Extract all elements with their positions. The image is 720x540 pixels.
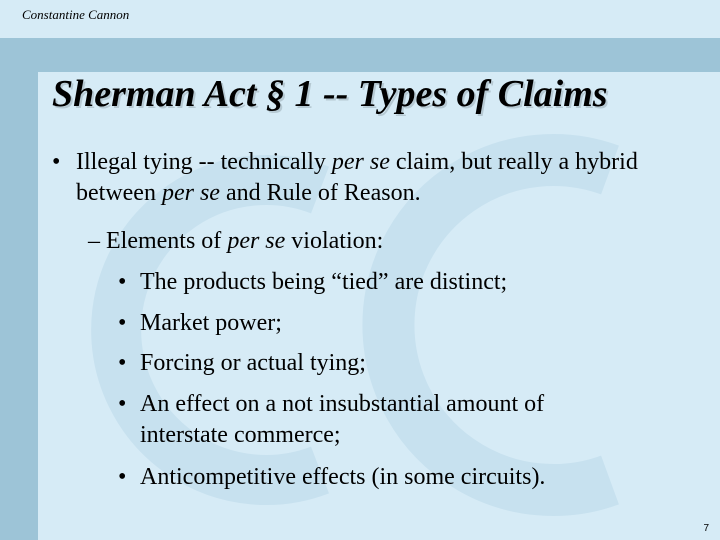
element-item: • An effect on a not insubstantial amount of interstate commerce; <box>118 391 545 448</box>
sub-bullet-elements: – Elements of per se violation: <box>88 228 384 254</box>
bullet-icon: • <box>118 269 127 295</box>
bullet-illegal-tying <box>52 147 712 209</box>
left-margin-band <box>0 38 38 540</box>
bullet-icon: • <box>118 310 127 336</box>
slide-title: Sherman Act § 1 -- Types of Claims <box>52 73 608 115</box>
bullet-text: Illegal tying -- technically per se claim, but really a hybrid between per se and Rule of Reason. <box>76 149 638 206</box>
bullet-icon: • <box>118 464 127 490</box>
element-item: • Forcing or actual tying; <box>118 348 678 379</box>
page-number: 7 <box>703 523 709 534</box>
bullet-icon: • <box>52 149 61 175</box>
bullet-icon: • <box>118 350 127 376</box>
element-item: • Anticompetitive effects (in some circuits). <box>118 462 678 493</box>
brand-logo-text: Constantine Cannon <box>22 7 130 22</box>
title-band <box>0 38 720 72</box>
element-item: • The products being “tied” are distinct; <box>118 267 678 298</box>
bullet-icon: • <box>118 391 127 417</box>
element-item: • Market power; <box>118 308 678 339</box>
